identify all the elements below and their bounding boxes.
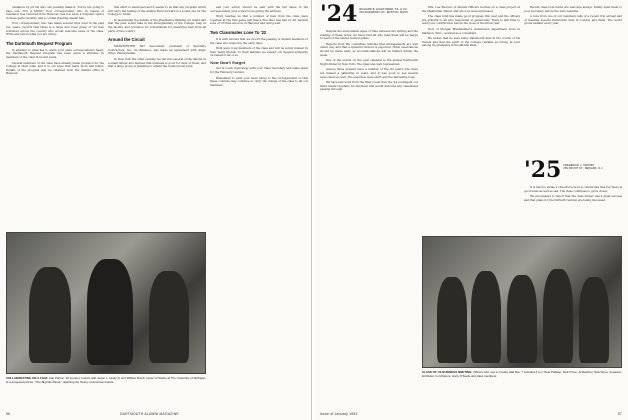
right-col2-text: Mrs. Lee Buscaro of Alumni Officers worked on a class project at the Manhattan dinner, and all of us were impressed. (422, 6, 520, 13)
left-col2-filler: In mentioning the details of the President's thinking we might add that the plan would take in the strengthening of the College, help in the faculty, and provision for scholarships for deserving men from all parts of the country. (108, 17, 206, 33)
left-col3-filler: Word reaches us that a number of men from the class were together at the Yale game and that a fine time was had by all. Several sons of '23 men are now in Hanover and doing well. (210, 14, 308, 26)
left-footer-title: DARTMOUTH ALUMNI MAGAZINE (120, 412, 179, 416)
photo-figure-left (29, 267, 71, 363)
right-caption-text: Officers who met in Crosby Hall Nov. 7 included (l to r) Pete Pallister, Nick Prime, Al Raschel, Nick Wynn, treasurer; Ed Reiter, Ford Moore, Harry O'Keefe and class members. (422, 370, 622, 378)
right-footer-title: Issue of January 1953 (320, 412, 358, 416)
meeting-figure-3 (507, 275, 537, 363)
class-24-address: 230 MARLBORO ST., BOSTON, MASS. (359, 11, 409, 15)
left-col3-text3: Get in touch right away with your Class Secretary and make plans for the February reunion. (210, 66, 308, 74)
right-col2-text2: Now of Morgan Mannheimer's well-known department store in Madison, Wisc., worked as a consultant. (422, 26, 520, 35)
left-caption-text: Cap Palmer '23 (center) confers with Jesse L. Lasky (l) and William Bondl, owner of Studio at The University of Michigan, at a proposed picture, "The Big Dam Bend," depicting the history of American bands. (6, 376, 206, 384)
class-25-header (524, 157, 622, 183)
left-col3-text2: It is with sincere that we record the passing of Alumni members of the class who helped in the early days. (210, 36, 308, 45)
left-col1-heading: The Dartmouth Bequest Program (6, 40, 72, 46)
meeting-figure-2 (471, 271, 501, 363)
film-collaboration-photo (6, 232, 206, 374)
left-col3-subhead: Now Don't Forget (210, 60, 246, 65)
right-page (314, 0, 628, 420)
left-col2-heading: Around the Circuit (108, 37, 145, 43)
class-24-header (320, 1, 418, 27)
left-col3-heading: Two Classmates Lose To '22 (210, 29, 267, 35)
right-caption-title: CLASS OF '23 BUSINESS MEETING: (422, 370, 473, 374)
photo-figure-center (87, 259, 133, 365)
right-col1-filler: Reports from the committee indicate that arrangements are well under way and that a splendid turnout is expected. Hotel reservations should be made early, as accommodations will be limited during the week. (320, 41, 418, 57)
left-col3-filler2: Both were loyal members of the class and will be sorely missed by their many friends. To their families we extend our deepest sympathy on behalf of all of us. (210, 46, 308, 58)
business-meeting-photo (422, 236, 622, 368)
left-col3-filler3: Remember to send your news along to the correspondent so that these columns may continue to carry the doings of the class to all our members. (210, 75, 308, 87)
right-col2-filler: The class fund has made good progress this year and the officers are grateful to all who responded so generously. There is still time to send your contribution before the close of the fiscal year. (422, 14, 520, 26)
left-col1-filler: Your correspondent, who has taken several trips west in the past two years, reports that there is a large and loyal group of '23 men scattered across the country who would welcome news of the class. Write and tell us what you are doing. (6, 21, 104, 37)
right-photo-caption (422, 371, 622, 378)
class-25-number: '25 (524, 157, 562, 183)
left-page (0, 0, 312, 420)
left-photo-caption (6, 377, 206, 384)
meeting-figure-4 (543, 269, 573, 363)
right-col1-filler2: Among those present were a number of the old guard who have not missed a gathering in years, and it was good to see several newcomers as well. The speeches were short and the fellowship long. (320, 67, 418, 79)
right-col3-text: Recent class note items are welcome always. Kindly send them to your secretary before the next deadline. (524, 6, 622, 13)
left-col3-text: and your editor, should be sent with the full name of the correspondent, plus a short note giving the address. (210, 6, 308, 13)
right-col3-filler: A note from one of our members tells of a recent trip abroad and of meeting several Dartmouth men in London and Paris. The world grows smaller every year. (524, 14, 622, 26)
class-25-secretary: FREDERICK J. CROSBY (563, 164, 595, 167)
right-page-number: 57 (617, 412, 622, 416)
right-column-1 (320, 30, 418, 410)
left-column-1 (6, 6, 104, 231)
left-col1-text2: In addition to what has to warm your class correspondent's heart, the Dartmouth Bequest Program has been given a stimulus by members of the class in recent years. (6, 47, 104, 59)
class-24-secretary: RICHARD B. HIGHTOWER, KS. & CO. (359, 8, 408, 11)
left-col2-filler2: In New York the other evening we ran into several of the fellows at a small dinner and learned that business is good for most of them, and that a large group is planning to attend the reunion next June. (108, 56, 206, 69)
left-col1-filler2: Several members of the class have already made provision for the College in their wills, and it is our hope that many more will follow. Details of the program may be obtained from the Alumni office in Hanover. (6, 60, 104, 76)
right-col1-text2: One of the events on the year calendar is the annual Dartmouth Night dinner in New York. The class was well represented. (320, 58, 418, 66)
meeting-figure-5 (579, 277, 609, 363)
left-col1-text: unsilence by pit rat who can possibly make it. You're not going to have one. IT'S A MUST! Your correspondent, who by reason of residence has removed from Hanover, has not been a frequent visitor in these parts recently, and a cordial greeting awaits him. (6, 6, 104, 20)
left-column-2 (108, 6, 206, 231)
left-col2-text2: MANCHESTER Tat? Associated, president of Specialty Contractors, Inc., Inc.Reliance, has made an agreement with Anglo Grips, Pennsylvania. (108, 44, 206, 56)
right-column-3 (524, 6, 622, 156)
left-column-3 (210, 6, 308, 386)
meeting-figure-1 (437, 277, 467, 363)
photo-figure-right (149, 271, 189, 363)
right-col1-filler3: We have had word from the West Coast that the '24 contingent out there meets regularly for luncheon and would welcome any classmates passing through. (320, 80, 418, 92)
left-col2-text: this effort is developed and it seems to us that any program which will carry the feeling of the Alumni Fund forward is a sound one for the College to foster. (108, 6, 206, 17)
right-column-2 (422, 6, 520, 231)
right-col3-text2: It is hard to strike a cheerful note in a column like this but there is good news as well as sad. The class continues to grow closer. (524, 186, 622, 193)
class-25-address: 259 FRONT ST., NEWARK, N.J. (563, 167, 604, 171)
right-col3-filler2: We are pleased to report that the class dinner was a great success and that plans for the thirtieth reunion are being discussed. (524, 194, 622, 202)
right-col1-text: Despite the unavoidable lapse of time between the writing and the reading of these notes, we know that all who read them will be happy to learn of the winter reunion plans. (320, 30, 418, 41)
left-caption-title: COLLABORATING ON A FILM: (6, 376, 48, 380)
right-col2-filler2: He writes that he sees many Dartmouth men in the course of his travels and that the spirit of the College remains as strong as ever among its graduates in the Middle West. (422, 36, 520, 48)
left-page-number: 56 (6, 412, 11, 416)
class-24-number: '24 (320, 1, 358, 27)
